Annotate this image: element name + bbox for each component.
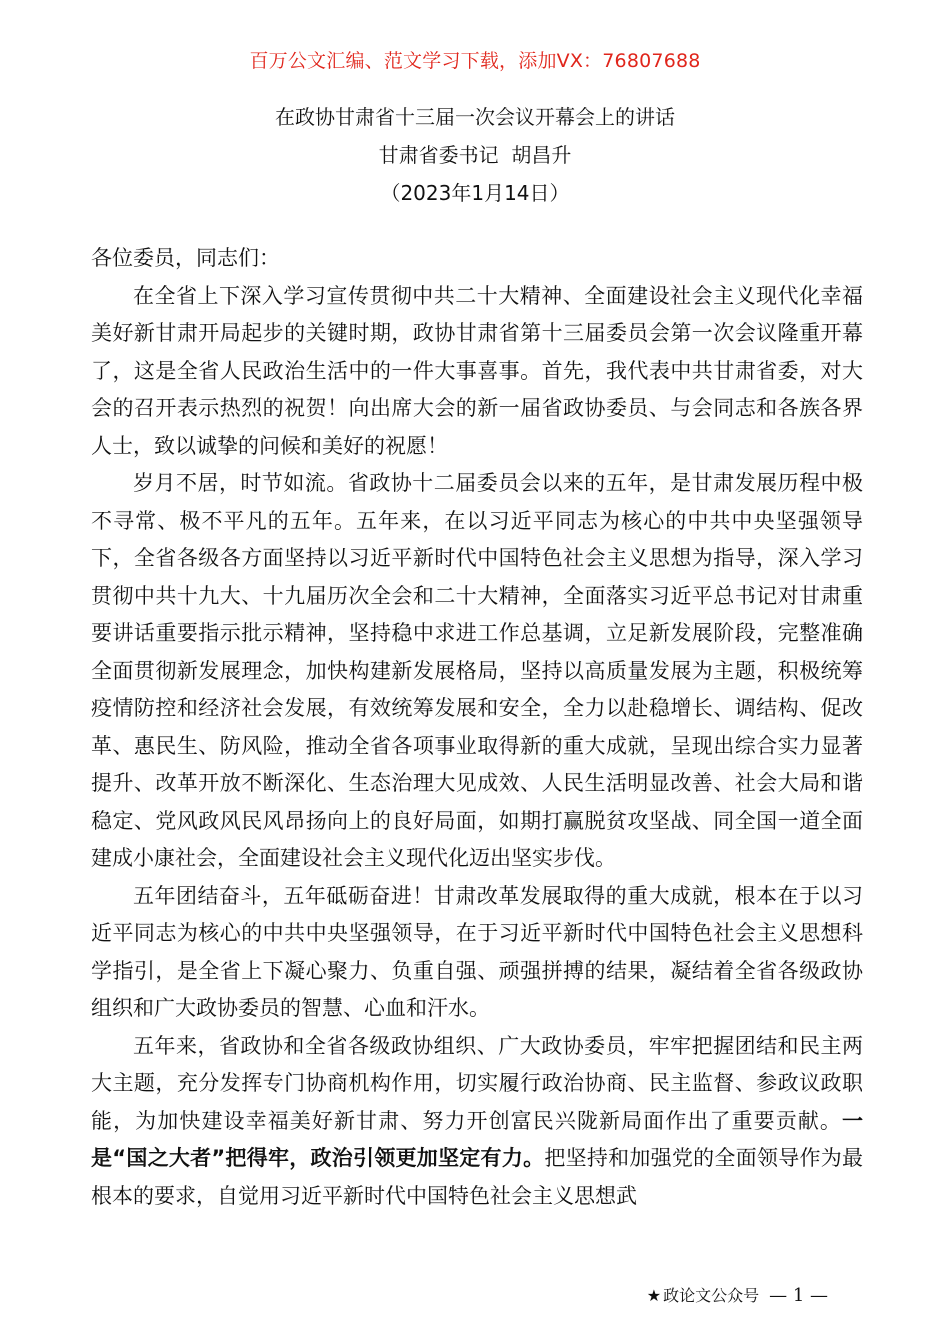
paragraph-4-lead: 五年来，省政协和全省各级政协组织、广大政协委员，牢牢把握团结和民主两大主题，充分发挥专门协商机构作用，切实履行政治协商、民主监督、参政议政职能，为加快建设幸福美好新甘肃、努力开创富民兴陇新局面作出了重要贡献。 (91, 1033, 863, 1133)
paragraph-1: 在全省上下深入学习宣传贯彻中共二十大精神、全面建设社会主义现代化幸福美好新甘肃开局起步的关键时期，政协甘肃省第十三届委员会第一次会议隆重开幕了，这是全省人民政治生活中的一件大事喜事。首先，我代表中共甘肃省委，对大会的召开表示热烈的祝贺！向出席大会的新一届省政协委员、与会同志和各族各界人士，致以诚挚的问候和美好的祝愿！ (91, 283, 863, 458)
paragraph-3: 五年团结奋斗，五年砥砺奋进！甘肃改革发展取得的重大成就，根本在于以习近平同志为核心的中共中央坚强领导，在于习近平新时代中国特色社会主义思想科学指引，是全省上下凝心聚力、负重自强、顽强拼搏的结果，凝结着全省各级政协组织和广大政协委员的智慧、心血和汗水。 (91, 883, 863, 1020)
title-block (0, 98, 950, 212)
page-number: — 1 — (769, 1285, 828, 1306)
paragraph-2: 岁月不居，时节如流。省政协十二届委员会以来的五年，是甘肃发展历程中极不寻常、极不平凡的五年。五年来，在以习近平同志为核心的中共中央坚强领导下，全省各级各方面坚持以习近平新时代中国特色社会主义思想为指导，深入学习贯彻中共十九大、十九届历次全会和二十大精神，全面落实习近平总书记对甘肃重要讲话重要指示批示精神，坚持稳中求进工作总基调，立足新发展阶段，完整准确全面贯彻新发展理念，加快构建新发展格局，坚持以高质量发展为主题，积极统筹疫情防控和经济社会发展，有效统筹发展和安全，全力以赴稳增长、调结构、促改革、惠民生、防风险，推动全省各项事业取得新的重大成就，呈现出综合实力显著提升、改革开放不断深化、生态治理大见成效、人民生活明显改善、社会大局和谐稳定、党风政风民风昂扬向上的良好局面，如期打赢脱贫攻坚战、同全国一道全面建成小康社会，全面建设社会主义现代化迈出坚实步伐。 (91, 471, 863, 870)
speech-date: （2023年1月14日） (380, 181, 570, 205)
promo-banner: 百万公文汇编、范文学习下载，添加VX：76807688 (249, 50, 701, 72)
salutation: 各位委员，同志们： (91, 246, 280, 270)
document-body (91, 240, 863, 1215)
star-icon: ★ (646, 1286, 662, 1305)
paragraph-4-bold-point: 一是“国之大者”把得牢，政治引领更加坚定有力。 (91, 1108, 863, 1170)
footer-source: 政论文公众号 (663, 1286, 760, 1305)
speaker-line: 甘肃省委书记 胡昌升 (378, 143, 572, 167)
paragraph-4 (91, 1028, 863, 1216)
speech-title: 在政协甘肃省十三届一次会议开幕会上的讲话 (275, 105, 675, 129)
paragraph-4-tail: 把坚持和加强党的全面领导作为最根本的要求，自觉用习近平新时代中国特色社会主义思想武 (91, 1146, 863, 1208)
page-footer (647, 1283, 828, 1306)
